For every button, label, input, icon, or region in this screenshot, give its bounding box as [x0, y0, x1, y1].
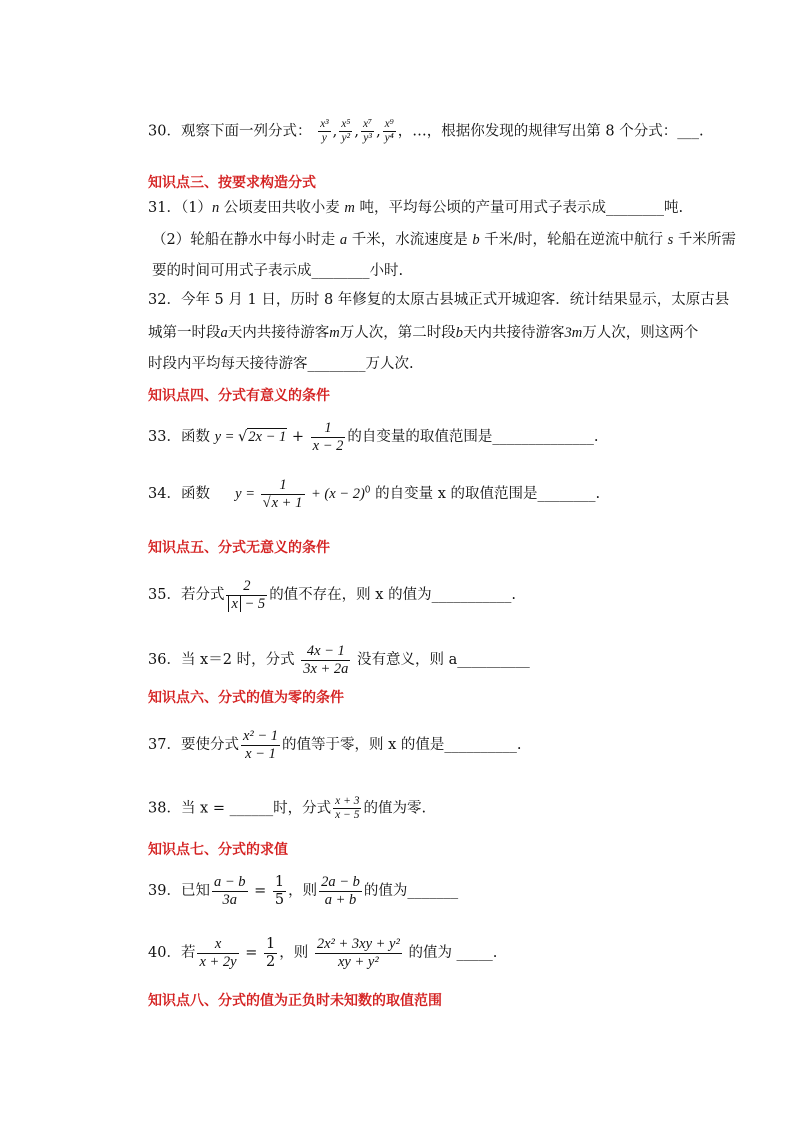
variable: b: [455, 325, 463, 341]
variable: a: [220, 325, 228, 341]
question-number: 39．: [148, 883, 181, 900]
fraction: [273, 874, 286, 908]
question-number: 34．: [148, 486, 181, 503]
section-heading-8: 知识点八、分式的值为正负时未知数的取值范围: [148, 993, 442, 1009]
fraction: [241, 728, 280, 762]
numerator: 1: [261, 477, 306, 495]
variable: s: [667, 232, 674, 248]
question-suffix: 的值不存在，则 x 的值为___________.: [269, 587, 516, 604]
question-31-part2-line2: 要的时间可用式子表示成________小时.: [152, 263, 404, 279]
text: 万人次，则这两个: [582, 325, 699, 341]
denominator: y: [321, 132, 327, 145]
question-suffix: 没有意义，则 a__________: [357, 652, 530, 669]
fraction: [226, 578, 267, 612]
question-prefix: 若分式: [180, 587, 225, 604]
question-suffix: 的自变量 x 的取值范围是________.: [375, 486, 601, 503]
question-prefix: 观察下面一列分式：: [180, 123, 312, 140]
fraction: [318, 118, 331, 145]
question-prefix: 函数: [180, 429, 210, 446]
term: − 5: [240, 595, 266, 612]
denominator: x + 2y: [199, 953, 237, 970]
question-prefix: 函数: [180, 486, 210, 503]
numerator: 1: [265, 936, 276, 952]
operator: =: [240, 945, 262, 962]
question-38: [148, 795, 426, 822]
question-32-line2: [148, 323, 698, 343]
text: ，则: [288, 883, 318, 900]
fraction: [383, 118, 396, 145]
variable: a: [339, 232, 348, 248]
section-heading-7: 知识点七、分式的求值: [148, 842, 288, 858]
equation-lhs: y =: [235, 486, 259, 503]
denominator: x − 1: [245, 745, 276, 762]
question-number: 40．: [148, 945, 181, 962]
numerator: x + 3: [333, 795, 361, 809]
question-32-line1: 32．今年 5 月 1 日，历时 8 年修复的太原古县城正式开城迎客．统计结果显示，太原古县: [148, 292, 730, 308]
question-prefix: 当 x = ______时，分式: [180, 800, 332, 817]
question-prefix: 若: [180, 945, 196, 962]
question-prefix: 当 x＝2 时，分式: [180, 652, 295, 669]
question-number: 35．: [148, 587, 181, 604]
question-suffix: ，…，根据你发现的规律写出第 8 个分式：___.: [397, 123, 704, 140]
numerator: x⁹: [383, 118, 396, 132]
text: 千米，水流速度是: [347, 232, 473, 248]
question-number: 37．: [148, 737, 181, 754]
numerator: a − b: [213, 874, 246, 890]
denominator: 2: [265, 953, 276, 970]
numerator: x³: [318, 118, 331, 132]
term: + (x − 2): [307, 486, 365, 503]
numerator: x: [197, 936, 238, 954]
exponent: 0: [364, 485, 371, 496]
numerator: 2x² + 3xy + y²: [316, 936, 400, 952]
operator: =: [249, 883, 271, 900]
numerator: 1: [274, 874, 285, 890]
question-40: [148, 936, 497, 970]
question-suffix: 的值为 _____.: [408, 945, 498, 962]
fraction: [319, 874, 362, 908]
variable: n: [211, 200, 220, 216]
denominator: y⁴: [384, 132, 394, 145]
equation-lhs: y =: [214, 429, 239, 446]
text: 千米/时，轮船在逆流中航行: [479, 232, 668, 248]
numerator: 4x − 1: [301, 643, 350, 661]
question-suffix: 的值等于零，则 x 的值是__________.: [282, 737, 522, 754]
variable: m: [344, 200, 355, 216]
question-suffix: 的值为零.: [363, 800, 427, 817]
section-heading-5: 知识点五、分式无意义的条件: [148, 540, 330, 556]
fraction: [212, 874, 248, 908]
denominator: 3a: [222, 891, 237, 908]
question-32-line3: 时段内平均每天接待游客________万人次.: [148, 356, 414, 372]
part-label: （1）: [180, 200, 212, 216]
fraction: [333, 795, 361, 822]
denominator: y²: [341, 132, 351, 145]
variable: b: [472, 232, 480, 248]
denominator: y³: [363, 132, 372, 145]
section-heading-6: 知识点六、分式的值为零的条件: [148, 690, 344, 706]
absolute-value: x: [228, 596, 240, 612]
question-prefix: 要使分式: [180, 737, 239, 754]
question-35: [148, 578, 516, 612]
question-34: [148, 477, 600, 511]
numerator: 2a − b: [321, 874, 360, 890]
question-number: 31．: [148, 200, 181, 216]
fraction: [361, 118, 374, 145]
text: 吨，平均每公顷的产量可用式子表示成________吨.: [354, 200, 684, 216]
numerator: 2: [226, 578, 267, 596]
fraction: [197, 936, 238, 970]
denominator: x − 2: [312, 437, 344, 454]
question-prefix: 已知: [180, 883, 210, 900]
question-number: 36．: [148, 652, 181, 669]
denominator: x − 5: [335, 809, 360, 822]
question-30: 30．观察下面一列分式： $\frac{\text{x³}}{y}$ , $\frac{\text{x⁵}}{\text{y²}}$ , $\frac{\text{x⁷}}{\text{y³}}$ , $\frac{\text{x⁹}}{\text{y⁴}}$ ，…，根据你发现的规律写出第 8 个分式：___.: [148, 118, 704, 145]
question-37: [148, 728, 522, 762]
question-suffix: 的自变量的取值范围是______________.: [347, 429, 599, 446]
denominator: xy + y²: [337, 953, 379, 970]
denominator: √x + 1: [262, 494, 303, 511]
question-31-part2: [152, 230, 736, 250]
text: 城第一时段: [148, 325, 221, 341]
section-heading-4: 知识点四、分式有意义的条件: [148, 388, 330, 404]
question-number: 38．: [148, 800, 181, 817]
numerator: x⁷: [361, 118, 374, 132]
fraction: [311, 420, 346, 454]
denominator: 5: [274, 891, 285, 908]
numerator: x⁵: [339, 118, 352, 132]
denominator: 3x + 2a: [303, 660, 349, 677]
fraction: [315, 936, 402, 970]
text: 天内共接待游客: [227, 325, 330, 341]
variable: m: [329, 325, 340, 341]
variable: 3m: [564, 325, 583, 341]
text: 千米所需: [673, 232, 736, 248]
numerator: 1: [311, 420, 346, 438]
denominator: [226, 596, 267, 613]
text: 天内共接待游客: [462, 325, 565, 341]
text: 公顷麦田共收小麦: [219, 200, 345, 216]
text: （2）轮船在静水中每小时走: [152, 232, 340, 248]
text: ，则: [279, 945, 309, 962]
question-36: [148, 643, 530, 677]
question-suffix: 的值为_______: [363, 883, 459, 900]
denominator: a + b: [324, 891, 357, 908]
question-33: 33．函数 y = √2x − 1 + $\frac{1}{x - 2}$ 的自变量的取值范围是______________.: [148, 420, 599, 454]
fraction: [261, 477, 306, 511]
question-number: 30．: [148, 123, 181, 140]
fraction: [339, 118, 352, 145]
fraction: [264, 936, 277, 970]
sqrt-expression: x + 1: [271, 494, 303, 511]
sqrt-expression: 2x − 1: [248, 429, 287, 446]
question-31-part1: [148, 198, 683, 218]
question-39: [148, 874, 458, 908]
question-number: 33．: [148, 429, 181, 446]
section-heading-3: 知识点三、按要求构造分式: [148, 175, 316, 191]
fraction: [301, 643, 350, 677]
text: 万人次，第二时段: [339, 325, 456, 341]
numerator: x² − 1: [242, 728, 279, 744]
operator: +: [287, 429, 309, 446]
